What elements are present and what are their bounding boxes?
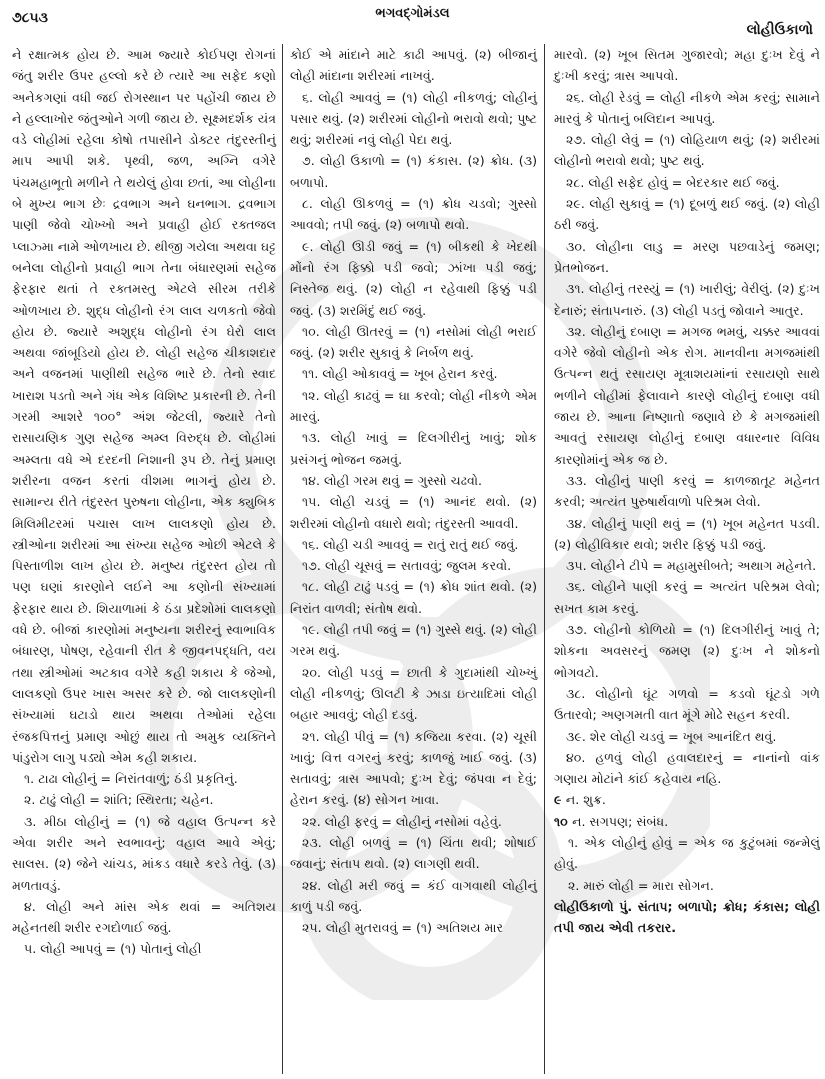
entry-text: લોહી સુકાવું = (૧) દૂબળું થઈ જવું. (૨) લોહી ઠરી જવું. xyxy=(554,196,820,233)
entry-item xyxy=(290,555,537,576)
guide-word: લોહીઉકાળો xyxy=(746,22,813,38)
entry-number: ૨૭. xyxy=(566,132,592,148)
entry-text: લોહી મરી જવું = કંઈ વાગવાથી લોહીનું કાળું પડી જવું. xyxy=(290,877,537,914)
entry-number: ૩૧. xyxy=(566,281,590,297)
entry-item xyxy=(290,726,537,811)
entry-item xyxy=(554,470,820,513)
entry-number: ૮. xyxy=(302,196,321,212)
entry-text: લોહીના લાડુ = મરણ પછવાડેનું જમણ; પ્રેતભોજન. xyxy=(554,238,820,275)
entry-item xyxy=(554,576,820,619)
entry-item xyxy=(290,619,537,662)
entry-text: લોહીનો ઘૂંટ ગળવો = કડવો ઘૂંટડો ગળે ઉતારવો; અણગમતી વાત મૂંગે મોઢે સહન કરવી. xyxy=(554,685,820,723)
page-number: ૭૮૫૩ xyxy=(12,10,48,26)
entry-text: લોહી ચડવું = (૧) આનંદ થવો. (૨) શરીરમાં લોહીનો વધારો થવો; તંદુરસ્તી આવવી. xyxy=(290,494,537,531)
entry-list xyxy=(12,768,276,960)
entry-item xyxy=(290,87,537,151)
entry-text: ન. સગપણ; સંબંધ. xyxy=(572,813,669,829)
entry-number: ૩૫. xyxy=(566,558,591,574)
entry-number: ૧૩. xyxy=(302,430,331,446)
entry-number: ૨૮. xyxy=(566,174,589,190)
entry-text: લોહી ઓકાવવું = ખૂબ હેરાન કરવું. xyxy=(322,366,498,382)
entry-item xyxy=(554,726,820,747)
entry-text: લોહી ખાવું = દિલગીરીનું ખાવું; શોક પ્રસંગનું ભોજન જમવું. xyxy=(290,430,537,467)
entry-text: લોહી આપવું = (૧) પોતાનું લોહી xyxy=(40,941,202,957)
entry-item xyxy=(554,193,820,236)
entry-number: ૧૮. xyxy=(302,579,324,595)
entry-number: ૭. xyxy=(302,153,320,169)
entry-number: ૨૯. xyxy=(566,196,590,212)
continued-text: મારવો. (૨) ખૂબ સિતમ ગુજારવો; મહા દુઃખ દેવું ને દુઃખી કરવું; ત્રાસ આપવો. xyxy=(554,47,820,84)
entry-number: ૧૧. xyxy=(302,366,323,382)
final-headword-entry xyxy=(554,896,820,939)
entry-number: ૨૧. xyxy=(302,728,325,744)
definition-paragraph: ને રક્ષાત્મક હોય છે. આમ જ્યારે કોઈપણ રોગનાં જંતુ શરીર ઉપર હલ્લો કરે છે ત્યારે આ સફેદ કણો અનેકગણાં વધી જઈ રોગસ્થાન પર પહોંચી જાય છે ને હલ્લાખોર જંતુઓને ગળી જાય છે. સૂક્ષ્મદર્શક યંત્ર વડે લોહીમાં રહેલા કોષો તપાસીને ડોક્ટર તંદુરસ્તીનું માપ આપી શકે. પૃથ્વી, જળ, અગ્નિ વગેરે પંચમહાભૂતો મળીને તે થયેલું હોવા છતાં, આ લોહીના બે મુખ્ય ભાગ છેઃ દ્રવભાગ અને ઘનભાગ. દ્રવભાગ પાણી જેવો ચોખ્ખો અને પ્રવાહી હોઈ રક્તજલ પ્લાઝ્મા નામે ઓળખાય છે. થીજી ગયેલા અથવા ઘટ્ટ બનેલા લોહીનો પ્રવાહી ભાગ તેના બંધારણમાં સહેજ ફેરફાર થતાં તે રક્તમસ્તુ એટલે સીરમ તરીકે ઓળખાય છે. શુદ્ધ લોહીનો રંગ લાલ ચળકતો જેવો હોય છે. જ્યારે અશુદ્ધ લોહીનો રંગ ઘેરો લાલ અથવા જાંબૂડિયો હોય છે. લોહી સહેજ ચીકાશદાર અને વજનમાં પાણીથી સહેજ ભારે છે. તેનો સ્વાદ ખારાશ પડતો અને ગંધ એક વિશિષ્ટ પ્રકારની છે. તેની ગરમી આશરે ૧૦૦° અંશ જેટલી, જ્યારે તેનો રાસાયણિક ગુણ સહેજ અમ્લ વિરુદ્ધ છે. લોહીમાં અમ્લતા વધે એ દરદની નિશાની રૂપ છે. તેનું પ્રમાણ શરીરના વજન કરતાં વીશમા ભાગનું હોય છે. સામાન્ય રીતે તંદુરસ્ત પુરુષના લોહીના, એક ક્યુબિક મિલિમીટરમાં પચાસ લાખ લાલકણો હોય છે. સ્ત્રીઓના શરીરમાં આ સંખ્યા સહેજ ઓછી એટલે કે પિસ્તાળીશ લાખ હોય છે. મનુષ્ય તંદુરસ્ત હોય તો પણ ઘણાં કારણોને લઈને આ કણોની સંખ્યામાં ફેરફાર થાય છે. શિયાળામાં કે ઠંડા પ્રદેશોમાં લાલકણો વધે છે. બીજાં કારણોમાં મનુષ્યના શરીરનું સ્વાભાવિક બંધારણ, પોષણ, રહેવાની રીત કે જીવનપદ્ધતિ, વય તથા સ્ત્રીઓમાં અટકાવ વગેરે કહી શકાય કે જેઓ, લાલકણો ઉપર ખાસ અસર કરે છે. જો લાલકણોની સંખ્યામાં ઘટાડો થાય અથવા તેઓમાં રહેલા રંજકપિત્તનું પ્રમાણ ઓછું થાય તો અમુક વ્યક્તિને પાંડુરોગ લાગુ પડ્યો એમ કહી શકાય. xyxy=(12,47,276,765)
entry-item xyxy=(554,747,820,790)
entry-text: લોહી તપી જવું = (૧) ગુસ્સે થવું. (૨) લોહી ગરમ થવું. xyxy=(290,622,537,659)
entry-number: ૪. xyxy=(24,898,47,914)
entry-item xyxy=(290,576,537,619)
entry-text: લોહીનું તરસ્યું = (૧) ખારીલું; વેરીલું. (૨) દુઃખ દેનારું; સંતાપનારું. (૩) લોહી પડતું જોવાને આતુર. xyxy=(554,281,820,318)
entry-number: ૩૯. xyxy=(566,728,590,744)
entry-number: ૩. xyxy=(24,813,44,829)
entry-text: લોહીને પાણી કરવું = અત્યંત પરિશ્રમ લેવો; સખત કામ કરવું. xyxy=(554,579,820,616)
entry-item xyxy=(290,363,537,384)
entry-item xyxy=(554,321,820,470)
entry-number: ૩૪. xyxy=(566,515,592,531)
entry-item xyxy=(290,491,537,534)
entry-item xyxy=(290,236,537,321)
entry-item xyxy=(554,236,820,279)
continued-text: કોઈ એ માંદાને માટે કાઢી આપવું. (૨) બીજાનું લોહી માંદાના શરીરમાં નાખવું. xyxy=(290,47,537,84)
entry-text: ટાઢું લોહી = શાંતિ; સ્થિરતા; ચહેન. xyxy=(39,792,214,808)
sense-list xyxy=(554,789,820,895)
entry-item xyxy=(12,811,276,896)
entry-text: લોહીનું પાણી થવું = (૧) ખૂબ મહેનત પડવી. (૨) લોહીવિકાર થવો; શરીર ફિક્કું પડી જવું. xyxy=(554,515,820,552)
entry-text: મીઠા લોહીનું = (૧) જે વહાલ ઉત્પન્ન કરે એવા શરીર અને સ્વભાવનું; વહાલ આવે એવું; સાલસ. (૨) જેને ચાંચડ, માંકડ વધારે કરડે તેવું. (૩) મળતાવડું. xyxy=(12,813,276,893)
entry-text: લોહીનું પાણી કરવું = કાળજાતૂટ મહેનત કરવી; અત્યંત પુરુષાર્થવાળો પરિશ્રમ લેવો. xyxy=(554,472,820,510)
entry-number: ૩૬. xyxy=(566,579,592,595)
entry-item xyxy=(554,172,820,193)
entry-number: ૨૨. xyxy=(302,813,325,829)
entry-item xyxy=(554,129,820,172)
entry-item xyxy=(554,513,820,556)
entry-text: લોહી ચૂસવું = સતાવવું; જુલમ કરવો. xyxy=(324,558,512,574)
entry-text: લોહી પડવું = છાતી કે ગુદામાંથી ચોખ્ખું લોહી નીકળવું; ઊલટી કે ઝાડા ઇત્યાદિમાં લોહી બહાર આવવું; લોહી દડવું. xyxy=(290,664,538,723)
entry-text: લોહીને ટીપે = મહામુસીબતે; અથાગ મહેનતે. xyxy=(590,558,817,574)
entry-number: ૩૨. xyxy=(566,323,591,339)
entry-text: લોહીનો કોળિયો = (૧) દિલગીરીનું ખાવું તે; શોકના અવસરનું જમણ (૨) દુઃખ ને શોકનો ભોગવટો. xyxy=(554,622,820,680)
entry-list xyxy=(290,87,537,939)
entry-number: ૫. xyxy=(24,941,41,957)
entry-text: લોહી ઉકાળો = (૧) કંકાસ. (૨) ક્રોધ. (૩) બળાપો. xyxy=(290,153,537,190)
entry-text: લોહી લેવું = (૧) લોહિયાળ થવું; (૨) શરીરમાં લોહીનો ભરાવો થવો; પુષ્ટ થવું. xyxy=(554,132,820,169)
entry-number: ૯. xyxy=(302,238,321,254)
entry-text: લોહી ટાઢું પડવું = (૧) ક્રોધ શાંત થવો. (૨) નિરાંત વાળવી; સંતોષ થવો. xyxy=(290,579,537,616)
entry-number: ૧૨. xyxy=(302,387,324,403)
entry-item xyxy=(290,534,537,555)
entry-text: ટાઢા લોહીનું = નિરાંતવાળું; ઠંડી પ્રકૃતિનું. xyxy=(38,771,238,787)
entry-item xyxy=(554,555,820,576)
entry-item xyxy=(290,875,537,918)
entry-text: હળવું લોહી હવાલદારનું = નાનાંનો વાંક ગણાય મોટાંને કાંઈ કહેવાય નહિ. xyxy=(554,749,820,787)
headword-definition: પું. સંતાપ; બળાપો; ક્રોધ; કંકાસ; લોહી તપી જાય એવી તકરાર. xyxy=(554,898,820,936)
entry-item xyxy=(290,193,537,236)
entry-number: ૧૫. xyxy=(302,494,330,510)
entry-text: લોહી ઊતરવું = (૧) નસોમાં લોહી ભરાઈ જવું. (૨) શરીર સુકાવું કે નિર્બળ થવું. xyxy=(290,323,537,361)
entry-number: ૧૭. xyxy=(302,558,325,574)
entry-text: લોહી ફરવું = લોહીનું નસોમાં વહેવું. xyxy=(324,813,502,829)
sub-entry-item: ૨. મારું લોહી = મારા સોગન. xyxy=(568,877,714,893)
entry-number: ૧૬. xyxy=(302,536,324,552)
entry-item xyxy=(12,768,276,789)
entry-item xyxy=(290,470,537,491)
entry-text: લોહી ઊડી જવું = (૧) બીકથી કે ખેદથી મોંનો રંગ ફિક્કો પડી જવો; ઝાંખા પડી જવું; નિસ્તેજ થવું. (૨) લોહી ન રહેવાથી ફિક્કું પડી જવું. (૩) શરમિંદું થઈ જવું. xyxy=(290,238,537,318)
entry-text: ન. શુક્ર. xyxy=(565,792,606,808)
entry-text: લોહી અને માંસ એક થવાં = અતિશય મહેનતથી શરીર રગદોળાઈ જવું. xyxy=(12,898,276,936)
entry-number: ૧૯. xyxy=(302,622,324,638)
entry-item xyxy=(554,87,820,130)
sub-entry-item: ૧. એક લોહીનું હોવું = એક જ કુટુંબમાં જન્મેલું હોવું. xyxy=(554,834,820,872)
entry-item xyxy=(12,938,276,959)
entry-text: લોહી સફેદ હોવું = બેદરકાર થઈ જવું. xyxy=(588,174,780,190)
sense-item xyxy=(554,811,820,832)
entry-text: લોહી મુતરાવવું = (૧) અતિશય માર xyxy=(325,920,504,936)
entry-number: ૧. xyxy=(24,771,39,787)
entry-item xyxy=(554,278,820,321)
entry-text: લોહી ગરમ થવું = ગુસ્સો ચઢવો. xyxy=(324,472,483,488)
entry-text: લોહીનું દબાણ = મગજ ભમવું, ચક્કર આવવાં વગેરે જેવો લોહીનો એક રોગ. માનવીના મગજમાંથી ઉત્પન્ન થતું રસાયણ મૂત્રાશયમાંનાં રસાયણો સાથે ભળીને લોહીમાં ફેલાવાને કારણે લોહીનું દબાણ વધી જાય છે. આના નિષ્ણાતો જણાવે છે કે મગજમાંથી આવતું રસાયણ લોહીનું દબાણ વધારનાર વિવિધ કારણોમાંનું એક જ છે. xyxy=(554,323,820,467)
entry-number: ૪૦. xyxy=(566,749,596,765)
entry-number: ૨૩. xyxy=(302,834,330,850)
headword: લોહીઉકાળો xyxy=(554,898,620,914)
entry-number: ૧૦ xyxy=(554,813,573,829)
entry-text: લોહી કાઢવું = ઘા કરવો; લોહી નીકળે એમ મારવું. xyxy=(290,387,537,425)
entry-item xyxy=(290,917,537,938)
sense-item xyxy=(554,789,820,810)
entry-text: લોહી આવવું = (૧) લોહી નીકળવું; લોહીનું પસાર થવું. (૨) શરીરમાં લોહીનો ભરાવો થવો; પુષ્ટ થવું; શરીરમાં નવું લોહી પેદા થવું. xyxy=(290,89,537,148)
dictionary-columns xyxy=(12,44,820,1074)
entry-item xyxy=(290,385,537,428)
entry-number: ૩૦. xyxy=(566,238,596,254)
entry-number: ૨૦. xyxy=(302,664,328,680)
entry-text: લોહી રેડવું = લોહી નીકળે એમ કરવું; સામાને મારવું કે પોતાનું બલિદાન આપવું. xyxy=(554,89,820,126)
entry-item xyxy=(12,789,276,810)
entry-number: ૨. xyxy=(24,792,40,808)
entry-number: ૧૦. xyxy=(302,323,326,339)
entry-text: શેર લોહી ચડવું = ખૂબ આનંદિત થવું. xyxy=(589,728,777,744)
entry-number: ૬. xyxy=(302,89,319,105)
entry-item xyxy=(290,662,537,726)
entry-number: ૯ xyxy=(554,792,566,808)
entry-item xyxy=(554,619,820,683)
entry-list xyxy=(554,87,820,790)
page-header xyxy=(0,0,825,48)
entry-number: ૨૪. xyxy=(302,877,328,893)
entry-number: ૧૪. xyxy=(302,472,324,488)
entry-item xyxy=(290,811,537,832)
entry-number: ૨૫. xyxy=(302,920,326,936)
entry-item xyxy=(554,683,820,726)
entry-item xyxy=(290,150,537,193)
entry-text: લોહી ચડી આવવું = રાતું રાતું થઈ જવું. xyxy=(323,536,519,552)
left-column xyxy=(12,44,282,1074)
book-title: ભગવદ્ગોમંડલ xyxy=(375,6,450,21)
entry-item xyxy=(12,896,276,939)
entry-item xyxy=(290,832,537,875)
entry-text: લોહી બળવું = (૧) ચિંતા થવી; શોષાઈ જવાનું; સંતાપ થવો. (૨) લાગણી થવી. xyxy=(290,834,537,872)
entry-number: ૨૬. xyxy=(566,89,590,105)
entry-number: ૩૩. xyxy=(566,472,596,488)
entry-text: લોહી ઊકળવું = (૧) ક્રોધ ચડવો; ગુસ્સો આવવો; તપી જવું. (૨) બળાપો થવો. xyxy=(290,196,537,233)
right-column xyxy=(544,44,820,1074)
entry-number: ૩૭. xyxy=(566,622,594,638)
entry-item xyxy=(290,427,537,470)
entry-text: લોહી પીવું = (૧) કજિયા કરવા. (૨) ચૂસી ખાવું; વિત્ત વગરનું કરવું; કાળજું ખાઈ જવું. (૩) સતાવવું; ત્રાસ આપવો; દુઃખ દેવું; જંપવા ન દેવું; હેરાન કરવું. (૪) સોગન ખાવા. xyxy=(290,728,537,808)
entry-number: ૩૮. xyxy=(566,685,596,701)
middle-column xyxy=(282,44,544,1074)
entry-item xyxy=(290,321,537,364)
